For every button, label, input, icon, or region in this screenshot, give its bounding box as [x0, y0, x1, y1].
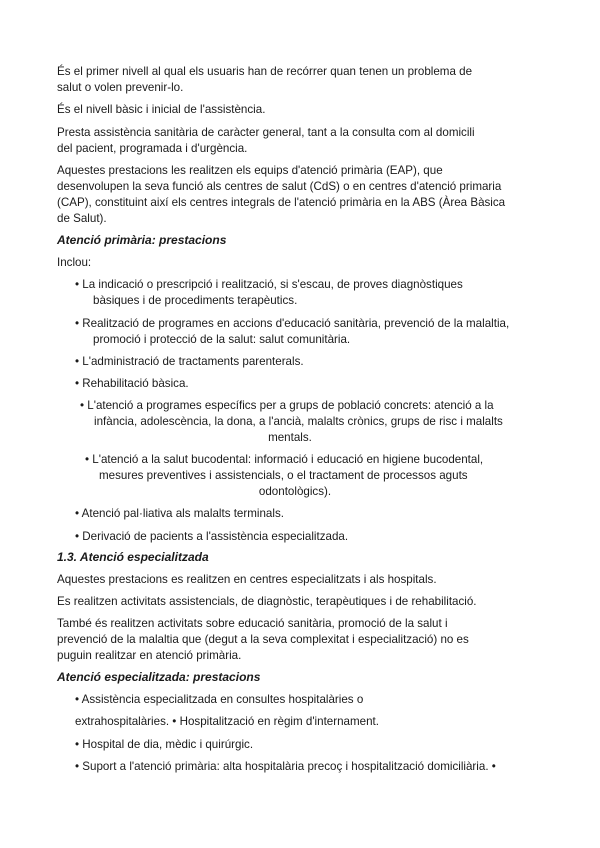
bullet-diagnostic-line-2: bàsiques i de procediments terapèutics.	[93, 294, 298, 307]
eap-line-2: desenvolupen la seva funció als centres de salut (CdS) o en centres d'atenció primaria	[57, 180, 502, 193]
bullet-primary-support: • Suport a l'atenció primària: alta hospitalària precoç i hospitalització domiciliària. •	[75, 760, 496, 773]
bullet-day-hospital: • Hospital de dia, mèdic i quirúrgic.	[75, 738, 254, 751]
bullet-oral-health-line-2: mesures preventives i assistencials, o el tractament de processos aguts	[99, 469, 468, 482]
bullet-rehabilitation: • Rehabilitació bàsica.	[75, 377, 189, 390]
assistance-line-2: del pacient, programada i d'urgència.	[57, 142, 248, 155]
bullet-consultations-line-1: • Assistència especialitzada en consultes hospitalàries o	[75, 693, 364, 706]
eap-line-4: de Salut).	[57, 212, 107, 225]
bullet-specific-programs-line-3: mentals.	[268, 431, 312, 444]
bullet-programs-line-2: promoció i protecció de la salut: salut comunitària.	[93, 333, 351, 346]
specialized-activities-paragraph: Es realitzen activitats assistencials, de diagnòstic, terapèutiques i de rehabilitació.	[57, 595, 477, 608]
specialized-care-heading: 1.3. Atenció especialitzada	[57, 550, 209, 564]
intro-line-2: salut o volen prevenir-lo.	[57, 81, 184, 94]
intro-line-1: És el primer nivell al qual els usuaris han de recórrer quan tenen un problema de	[57, 65, 473, 78]
bullet-specific-programs-line-1: • L'atenció a programes específics per a grups de població concrets: atenció a la	[80, 399, 494, 412]
primary-care-heading: Atenció primària: prestacions	[57, 233, 227, 247]
bullet-oral-health-line-3: odontològics).	[258, 485, 332, 498]
bullet-oral-health-line-1: • L'atenció a la salut bucodental: informació i educació en higiene bucodental,	[85, 453, 484, 466]
specialized-services-heading: Atenció especialitzada: prestacions	[57, 670, 261, 684]
education-line-2: prevenció de la malaltia que (degut a la seva complexitat i especialització) no es	[57, 633, 469, 646]
bullet-diagnostic-line-1: • La indicació o prescripció i realització, si s'escau, de proves diagnòstiques	[75, 278, 463, 291]
bullet-consultations-line-2: extrahospitalàries. • Hospitalització en règim d'internament.	[75, 715, 379, 728]
eap-line-3: (CAP), constituint així els centres integrals de l'atenció primària en la ABS (Àrea Bàsica	[57, 196, 506, 209]
education-line-1: També és realitzen activitats sobre educació sanitària, promoció de la salut i	[57, 617, 448, 630]
bullet-palliative: • Atenció pal·liativa als malalts terminals.	[75, 507, 284, 520]
bullet-referral: • Derivació de pacients a l'assistència especialitzada.	[75, 530, 349, 543]
basic-level-paragraph: És el nivell bàsic i inicial de l'assistència.	[57, 103, 266, 116]
eap-line-1: Aquestes prestacions les realitzen els equips d'atenció primària (EAP), que	[57, 164, 443, 177]
includes-label: Inclou:	[57, 256, 92, 269]
bullet-programs-line-1: • Realització de programes en accions d'educació sanitària, prevenció de la malaltia,	[75, 317, 510, 330]
bullet-parenteral: • L'administració de tractaments parenterals.	[75, 355, 304, 368]
assistance-line-1: Presta assistència sanitària de caràcter general, tant a la consulta com al domicili	[57, 126, 475, 139]
specialized-centers-paragraph: Aquestes prestacions es realitzen en centres especialitzats i als hospitals.	[57, 573, 437, 586]
education-line-3: puguin realitzar en atenció primària.	[57, 649, 242, 662]
bullet-specific-programs-line-2: infància, adolescència, la dona, a l'ancià, malalts crònics, grups de risc i malalts	[94, 415, 503, 428]
